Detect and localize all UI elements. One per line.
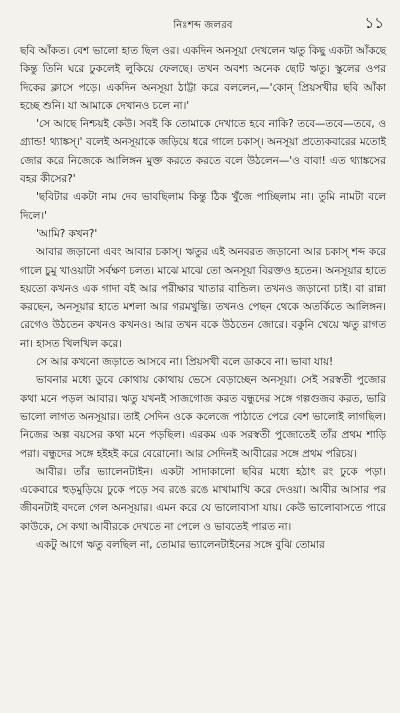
paragraph: সে আর কখনো জড়াতে আসবে না। প্রিয়সখী বলে ডাকবে না। ভাবা যায়! bbox=[36, 356, 334, 369]
paragraph: 'সে আছে নিশ্চয়ই কেউ। সবই কি তোমাকে দেখাতে হবে নাকি? তবে—তবে—তবে, ও গ্র্যান্ড! থ্যাঙ্কস্‌।' বলেই অনসূয়াকে জড়িয়ে ধরে গালে চকাস্‌। অনসূয়া প্রত্যেকবারের মতোই জোর করে নিজেকে আলিঙ্গন মুক্ত করতে করতে বলে উঠলেন—'ও বাবা! এত থ্যাঙ্কসের বহর কীসের?' bbox=[20, 118, 386, 186]
paragraph: আবার জড়ানো এবং আবার চকাস্‌। ঋতুর এই অনবরত জড়ানো আর চকাস্‌ শব্দ করে গালে চুমু খাওয়াটা সর্বক্ষণ চলত। মাঝে মাঝে তো অনসূয়া বিরক্তও হতেন। অনসূয়ার হাতে হয়তো কখনও এক গাদা বই আর পরীক্ষার খাতার বান্ডিল। তখনও জড়ানো চাই। বা রান্না করছেন, অনসূয়ার হাতে মশলা আর গরমখুন্তি। তখনও পেছন থেকে অতর্কিতে আলিঙ্গন। রেগেও উঠতেন কখনও কখনও। আর তখন বকে উঠতেন জোরে। বকুনি খেয়ে ঋতু রাগত না। হাসত খিলখিল করে। bbox=[20, 246, 386, 350]
paragraph: ছবি আঁকত। বেশ ভালো হাত ছিল ওর। একদিন অনসূয়া দেখলেন ঋতু কিছু একটা আঁকছে কিন্তু তিনি ঘরে ঢুকলেই লুকিয়ে ফেলছে। তখন অবশ্য অনেক ছোট ঋতু। স্কুলের ওপর দিকের ক্লাসে পড়ে। একদিন অনসূয়া ঠাট্টা করে বললেন,—'কোন্‌ প্রিয়সখীর ছবি আঁকা হচ্ছে শুনি। যা আমাকে দেখানও চলে না।' bbox=[20, 45, 386, 112]
paragraph: 'ছবিটার একটা নাম দেব ভাবছিলাম কিন্তু ঠিক খুঁজে পাচ্ছিলাম না। তুমি নামটা বলে দিলে।' bbox=[20, 191, 386, 222]
body-text bbox=[20, 42, 386, 554]
paragraph: ভাবনার মধ্যে ডুবে কোথায় কোথায় ভেসে বেড়াচ্ছেন অনসূয়া। সেই সরস্বতী পুজোর কথা মনে পড়ল আবার। ঋতু যখনই সাজগোজ করত বন্ধুদের সঙ্গে গল্পগুজব করত, ভারি ভালো লাগত অনসূয়ার। তাই সেদিন ওকে কলেজে পাঠাতে পেরে বেশ ভালোই লাগছিল। নিজের অল্প বয়সের কথা মনে পড়ছিল। এরকম এক সরস্বতী পুজোতেই তাঁর প্রথম শাড়ি পরা। বন্ধুদের সঙ্গে হইহই করে বেরোনো। আর সেদিনই আবীরের সঙ্গে প্রথম পরিচয়। bbox=[20, 374, 386, 460]
page-number: ১১ bbox=[364, 14, 384, 32]
page-header bbox=[20, 12, 386, 42]
paragraph: একটু আগে ঋতু বলছিল না, তোমার ভ্যালেনটাইনের সঙ্গে বুঝি তোমার bbox=[36, 539, 325, 552]
running-title: নিঃশব্দ জলরব bbox=[173, 20, 233, 31]
paragraph: 'আমি? কখন?' bbox=[36, 227, 98, 240]
paragraph: আবীর। তাঁর ভ্যালেনটাইন। একটা সাদাকালো ছবির মধ্যে হঠাৎ রং ঢুকে পড়া। একেবারে হুড়মুড়িয়ে ঢুকে পড়ে সব রঙে রঙে মাখামাখি করে দেওয়া। আবীর আসার পর জীবনটাই বদলে গেল অনসূয়ার। এমন করে যে ভালোবাসা যায়। কেউ ভালোবাসতে পারে কাউকে, সে কথা আবীরকে দেখতে না পেলে ও ভাবতেই পারত না। bbox=[20, 465, 386, 533]
